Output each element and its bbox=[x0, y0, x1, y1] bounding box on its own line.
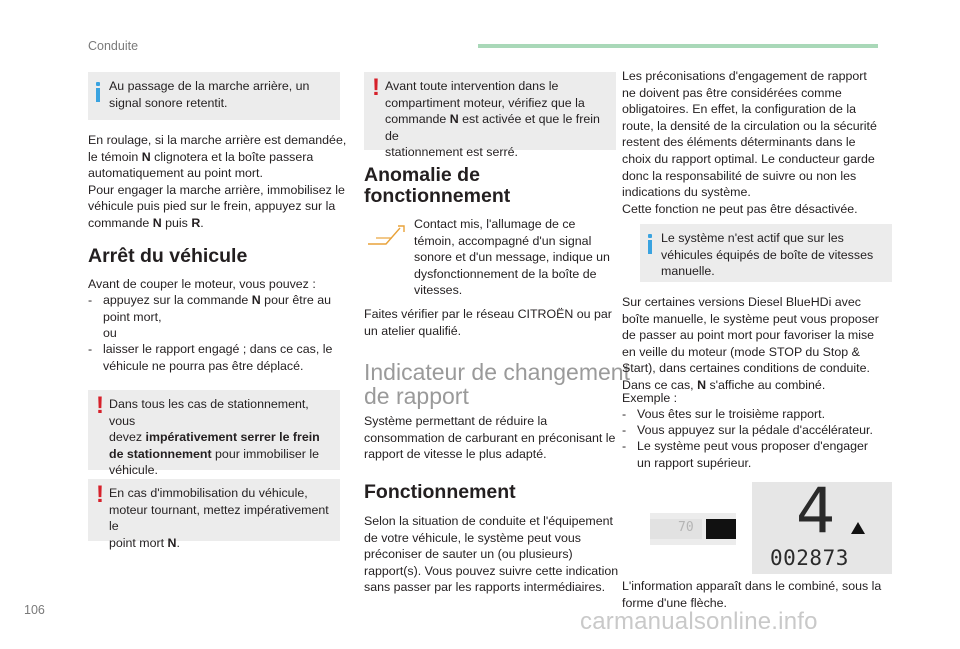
malfunction-text: Contact mis, l'allumage de ce témoin, accompagné d'un signal sonore et d'un message, indique un dysfonctionnement de la boîte de vitesses. bbox=[414, 217, 610, 298]
speed-display-value: 70 bbox=[678, 520, 694, 535]
warning-box-immobilisation bbox=[88, 479, 340, 550]
recommendations-text: Les préconisations d'engagement de rapport ne doivent pas être considérées comme obligatoires. En effet, la configuration de la route, la densité de la circulation ou la sécurité restent des éléments déterminants dans le choix du rapport optimal. Le conducteur garde donc la responsabilité de suivre ou non les indications du système. Cette fonction ne peut pas être désactivée. bbox=[622, 69, 877, 216]
section-accent-bar bbox=[478, 44, 878, 48]
warning-icon: ! bbox=[96, 392, 104, 419]
indicator-description: Système permettant de réduire la consommation de carburant en préconisant le rapport de vitesse le plus adapté. bbox=[364, 414, 616, 462]
gear-number: 4 bbox=[796, 474, 836, 547]
gear-display-panel bbox=[752, 474, 892, 574]
warning-box-engine bbox=[364, 72, 616, 160]
odometer-value: 002873 bbox=[770, 546, 849, 570]
display-caption: L'information apparaît dans le combiné, sous la forme d'une flèche. bbox=[622, 579, 882, 610]
example-intro: Exemple : bbox=[622, 391, 678, 405]
page-number: 106 bbox=[24, 603, 45, 617]
heading-malfunction: Anomalie de fonctionnement bbox=[364, 164, 511, 207]
warning-box-parking bbox=[88, 390, 340, 478]
info-icon bbox=[646, 234, 654, 254]
operation-text: Selon la situation de conduite et l'équipement de votre véhicule, le système peut vous préconiser de sauter un (ou plusieurs) rapport(s). Vous pouvez suivre cette indication sans passer par les rapports intermédiaires. bbox=[364, 514, 619, 595]
info-reverse-text: Au passage de la marche arrière, un signal sonore retentit. bbox=[109, 79, 310, 110]
warning-parking-text: Dans tous les cas de stationnement, vous devez impérativement serrer le frein de stationnement pour immobiliser le véhicule. bbox=[109, 397, 320, 478]
info-manual-text: Le système n'est actif que sur les véhicules équipés de boîte de vitesses manuelle. bbox=[661, 231, 874, 279]
info-box-manual-gearbox bbox=[640, 224, 892, 282]
watermark: carmanualsonline.info bbox=[580, 608, 818, 635]
warning-immobilisation-text: En cas d'immobilisation du véhicule, moteur tournant, mettez impérativement le point mort N. bbox=[109, 486, 329, 550]
warning-icon: ! bbox=[96, 481, 104, 508]
section-title: Conduite bbox=[88, 39, 139, 53]
warning-engine-text: Avant toute intervention dans le compartiment moteur, vérifiez que la commande N est activée et que le frein de stationnement est serré. bbox=[385, 79, 600, 160]
speed-display-strip bbox=[650, 513, 736, 545]
heading-operation: Fonctionnement bbox=[364, 481, 516, 503]
bluehdi-text: Sur certaines versions Diesel BlueHDi avec boîte manuelle, le système peut vous proposer de passer au point mort pour favoriser la mise en veille du moteur (mode STOP du Stop & Start), dans certaines conditions de conduite. Dans ce cas, N s'affiche au combiné. bbox=[622, 295, 879, 392]
info-box-reverse bbox=[88, 72, 340, 120]
malfunction-check-text: Faites vérifier par le réseau CITROËN ou par un atelier qualifié. bbox=[364, 307, 612, 338]
shift-up-arrow-icon bbox=[851, 522, 865, 534]
heading-vehicle-stop: Arrêt du véhicule bbox=[88, 245, 248, 267]
stop-intro: Avant de couper le moteur, vous pouvez : bbox=[88, 277, 316, 291]
gearbox-warning-lamp-icon bbox=[366, 224, 406, 246]
heading-gear-shift-indicator: Indicateur de changement de rapport bbox=[364, 359, 630, 409]
info-icon bbox=[94, 82, 102, 102]
warning-icon: ! bbox=[372, 74, 380, 101]
reverse-paragraph: En roulage, si la marche arrière est demandée, le témoin N clignotera et la boîte passera automatiquement au point mort. Pour engager la marche arrière, immobilisez le véhicule puis pied sur le frein, appuyez sur la commande N puis R. bbox=[88, 133, 347, 230]
display-black-block bbox=[706, 519, 736, 539]
